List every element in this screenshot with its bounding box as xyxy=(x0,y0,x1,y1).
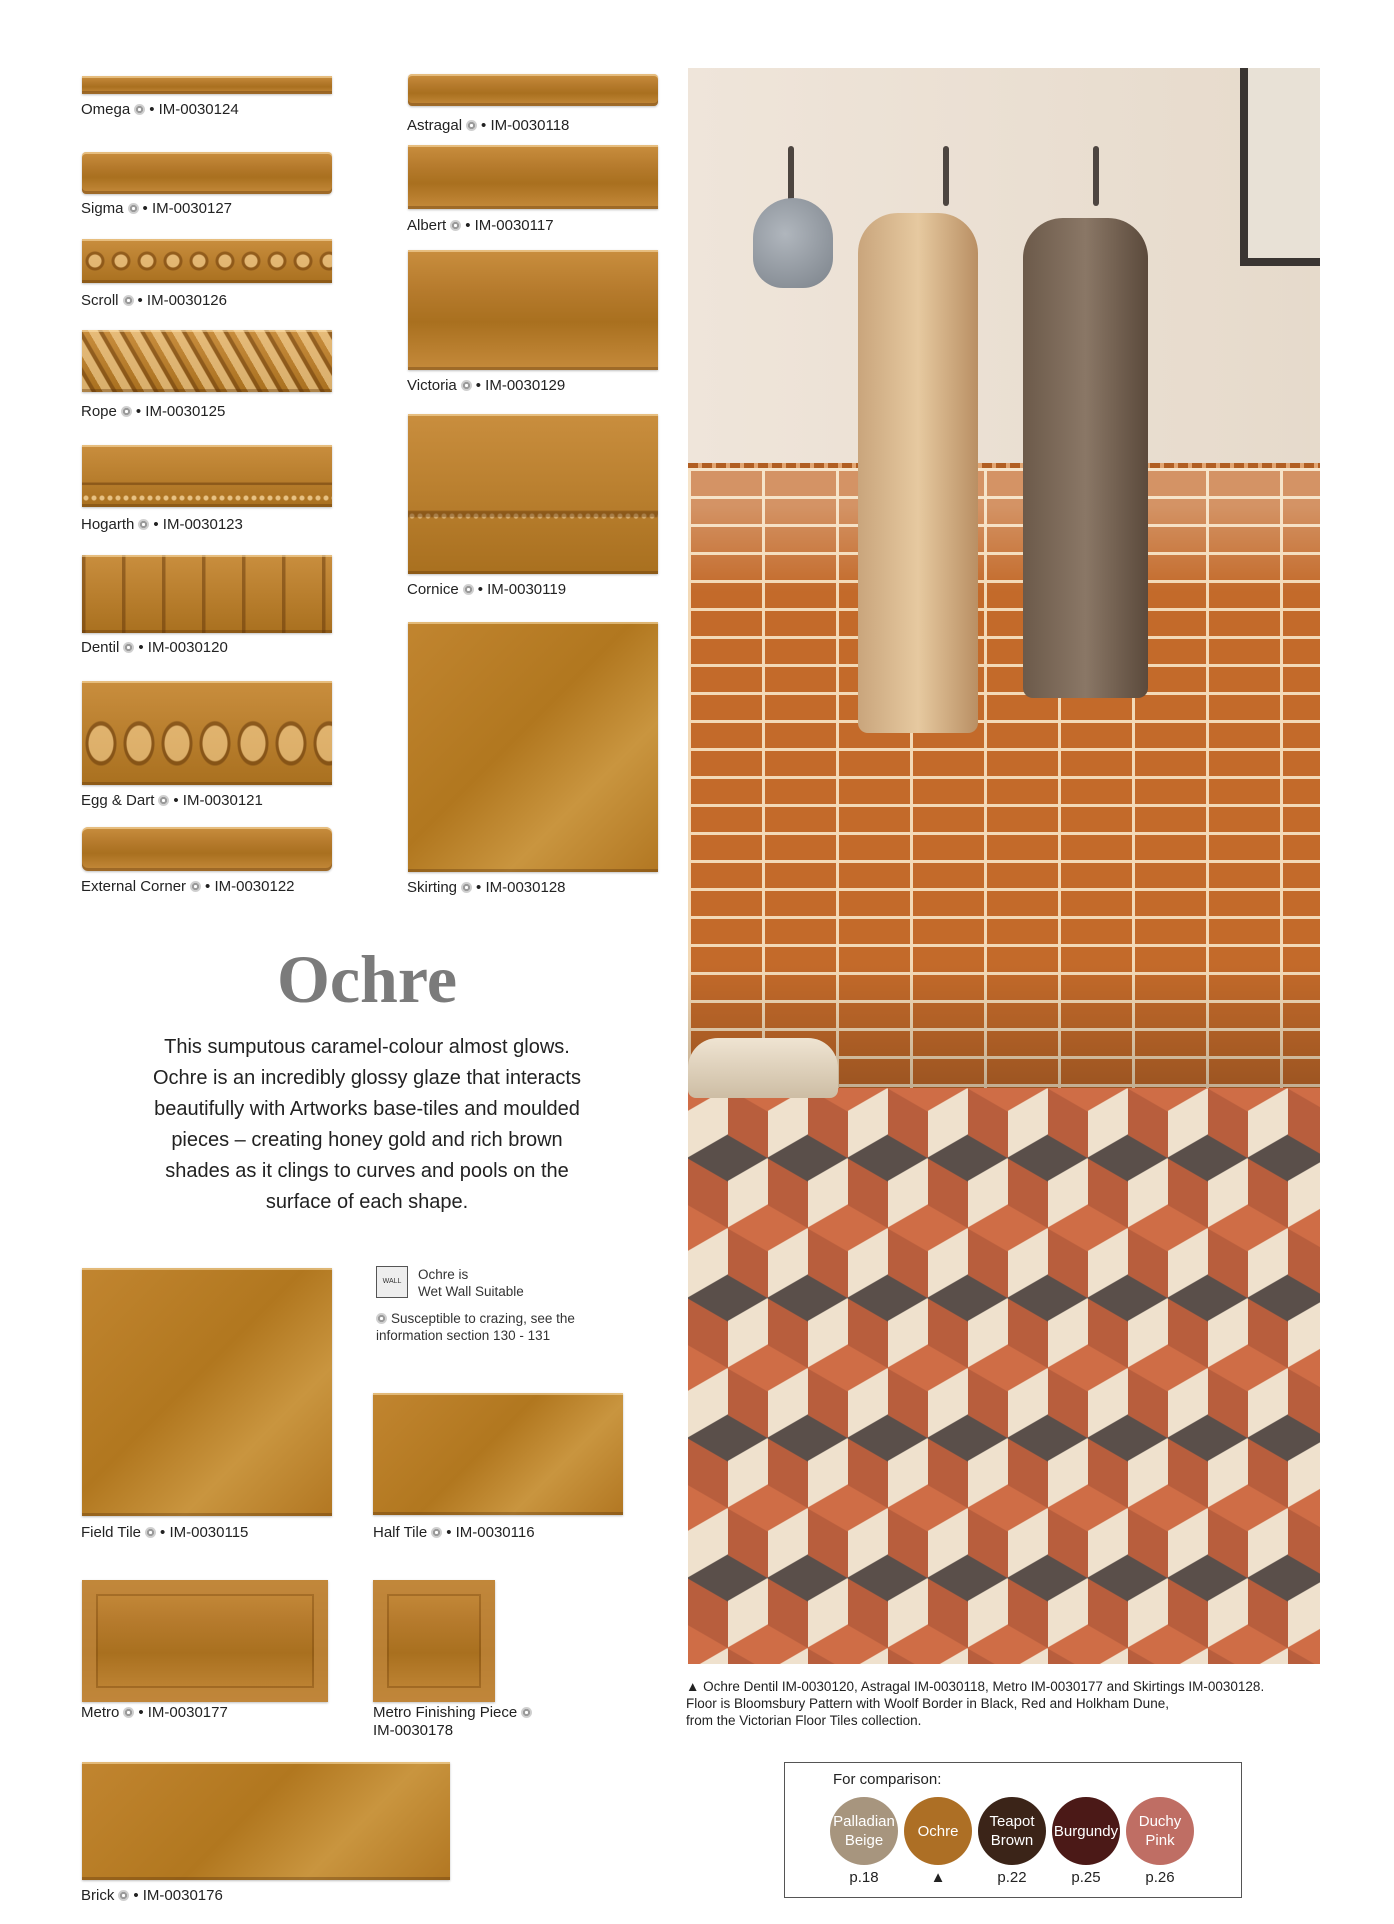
swatch-ochre xyxy=(904,1797,972,1865)
coat-hook xyxy=(1093,146,1099,206)
photo-caption xyxy=(686,1678,1326,1729)
crazing-icon xyxy=(158,795,169,806)
swatch-name-line-1: Duchy xyxy=(1138,1813,1182,1830)
framed-picture xyxy=(1240,68,1320,266)
hogarth-label xyxy=(81,516,243,534)
product-code: • IM-0030123 xyxy=(153,516,243,533)
hogarth-tile-image xyxy=(82,445,332,507)
crazing-icon xyxy=(123,295,134,306)
caption-line-1: Ochre Dentil IM-0030120, Astragal IM-0030118, Metro IM-0030177 and Skirtings IM-0030128. xyxy=(703,1679,1265,1694)
cornice-label xyxy=(407,581,566,599)
product-name: Astragal xyxy=(407,117,463,134)
omega-tile-image xyxy=(82,76,332,94)
scroll-label xyxy=(81,292,227,310)
sigma-label xyxy=(81,200,232,218)
product-name: Cornice xyxy=(407,581,459,598)
product-name: Sigma xyxy=(81,200,124,217)
swatch-name-line-2: Brown xyxy=(990,1832,1034,1849)
product-code: • IM-0030125 xyxy=(135,403,226,420)
coat-hook xyxy=(943,146,949,206)
sigma-tile-image xyxy=(82,152,332,194)
astragal-tile-image xyxy=(408,74,658,106)
product-code: • IM-0030127 xyxy=(142,200,233,217)
product-name: Brick xyxy=(81,1887,115,1904)
product-name: External Corner xyxy=(81,878,187,895)
crazing-icon xyxy=(450,220,461,231)
product-code: IM-0030178 xyxy=(373,1722,454,1739)
swatch-page-ref: p.26 xyxy=(1145,1869,1175,1886)
product-name: Hogarth xyxy=(81,516,135,533)
product-name: Omega xyxy=(81,101,131,118)
flat-cap xyxy=(753,198,833,288)
comparison-heading: For comparison: xyxy=(833,1771,942,1788)
swatch-page-ref: p.18 xyxy=(849,1869,879,1886)
swatch-name-line-1: Teapot xyxy=(989,1813,1035,1830)
egg-dart-label xyxy=(81,792,263,810)
product-code: • IM-0030120 xyxy=(138,639,228,656)
swatch-teapot-brown xyxy=(978,1797,1046,1865)
swatch-page-ref: p.22 xyxy=(997,1869,1027,1886)
metro-label xyxy=(81,1704,228,1722)
product-code: • IM-0030128 xyxy=(476,879,566,896)
swatch-name-line-2: Pink xyxy=(1145,1832,1175,1849)
trench-coat xyxy=(858,213,978,733)
field-tile-image xyxy=(82,1268,332,1516)
astragal-label xyxy=(407,117,569,135)
crazing-icon xyxy=(521,1707,532,1718)
product-name: Scroll xyxy=(81,292,119,309)
crazing-icon xyxy=(121,406,132,417)
swatch-current-marker: ▲ xyxy=(930,1869,946,1886)
swatch-burgundy xyxy=(1052,1797,1120,1865)
product-code: • IM-0030121 xyxy=(173,792,263,809)
crazing-icon xyxy=(463,584,474,595)
swatch-palladian-beige xyxy=(830,1797,898,1865)
omega-label xyxy=(81,101,239,119)
coat-hook xyxy=(788,146,794,206)
tweed-jacket xyxy=(1023,218,1148,698)
swatch-duchy-pink xyxy=(1126,1797,1194,1865)
egg-dart-tile-image xyxy=(82,681,332,785)
crazing-icon xyxy=(466,120,477,131)
crazing-icon xyxy=(190,881,201,892)
metro-finishing-tile-image xyxy=(373,1580,495,1702)
room-photo xyxy=(688,68,1320,1664)
crazing-icon xyxy=(138,519,149,530)
product-code: • IM-0030126 xyxy=(137,292,227,309)
swatch-name-line-2: Beige xyxy=(844,1832,884,1849)
cornice-tile-image xyxy=(408,414,658,574)
swatch-name-line-1: Ochre xyxy=(917,1822,959,1840)
brick-tile-image xyxy=(82,1762,450,1880)
skirting-label xyxy=(407,879,566,897)
half-tile-image xyxy=(373,1393,623,1515)
colour-description: This sumputous caramel-colour almost glows. Ochre is an incredibly glossy glaze that interacts beautifully with Artworks base-tiles and moulded pieces – creating honey gold and rich brown shades as it clings to curves and pools on the surface of each shape. xyxy=(153,1036,581,1213)
metro-tile-image xyxy=(82,1580,328,1702)
albert-tile-image xyxy=(408,145,658,209)
brick-wall xyxy=(688,468,1320,1088)
product-code: • IM-0030177 xyxy=(138,1704,228,1721)
victoria-tile-image xyxy=(408,250,658,370)
crazing-line-1: Susceptible to crazing, see the xyxy=(391,1311,575,1326)
rope-label xyxy=(81,403,225,421)
patterned-floor xyxy=(688,1088,1320,1664)
caption-line-3: from the Victorian Floor Tiles collection. xyxy=(686,1713,922,1728)
dentil-label xyxy=(81,639,228,657)
crazing-icon xyxy=(431,1527,442,1538)
product-name: Half Tile xyxy=(373,1524,428,1541)
page-title: Ochre xyxy=(276,941,458,1017)
swatch-page-ref: p.25 xyxy=(1071,1869,1101,1886)
crazing-icon xyxy=(123,642,134,653)
crazing-icon xyxy=(123,1707,134,1718)
wall-icon-text: WALL xyxy=(382,1278,402,1285)
crazing-icon xyxy=(118,1890,129,1901)
product-name: Field Tile xyxy=(81,1524,142,1541)
victoria-label xyxy=(407,377,565,395)
scroll-tile-image xyxy=(82,239,332,283)
shoes xyxy=(688,1038,838,1098)
external-corner-tile-image xyxy=(82,827,332,871)
crazing-icon xyxy=(461,380,472,391)
caption-marker: ▲ xyxy=(686,1679,700,1694)
product-code: • IM-0030129 xyxy=(475,377,566,394)
crazing-icon xyxy=(128,203,139,214)
product-name: Egg & Dart xyxy=(81,792,155,809)
brick-label xyxy=(81,1887,223,1905)
product-code: • IM-0030122 xyxy=(205,878,295,895)
product-code: • IM-0030176 xyxy=(133,1887,223,1904)
crazing-icon xyxy=(461,882,472,893)
external-corner-label xyxy=(81,878,295,896)
product-name: Victoria xyxy=(407,377,457,394)
field-tile-label xyxy=(81,1524,248,1542)
dentil-tile-image xyxy=(82,555,332,633)
swatch-name-line-1: Palladian xyxy=(833,1813,895,1830)
wall-suitable-icon xyxy=(376,1266,408,1298)
rope-tile-image xyxy=(82,330,332,392)
crazing-icon xyxy=(145,1527,156,1538)
caption-line-2: Floor is Bloomsbury Pattern with Woolf Border in Black, Red and Holkham Dune, xyxy=(686,1696,1169,1711)
product-name: Dentil xyxy=(81,639,120,656)
comparison-box xyxy=(784,1762,1242,1898)
product-code: • IM-0030116 xyxy=(446,1524,535,1541)
product-code: • IM-0030124 xyxy=(149,101,239,118)
wet-wall-line-2: Wet Wall Suitable xyxy=(418,1284,524,1299)
metro-finishing-label xyxy=(373,1704,536,1740)
half-tile-label xyxy=(373,1524,535,1542)
crazing-note xyxy=(376,1310,575,1344)
crazing-icon xyxy=(134,104,145,115)
wet-wall-line-1: Ochre is xyxy=(418,1267,469,1282)
albert-label xyxy=(407,217,554,235)
product-name: Rope xyxy=(81,403,117,420)
product-name: Skirting xyxy=(407,879,458,896)
product-name: Albert xyxy=(407,217,447,234)
product-code: • IM-0030117 xyxy=(465,217,554,234)
swatch-name-line-1: Burgundy xyxy=(1053,1822,1119,1840)
product-name: Metro xyxy=(81,1704,120,1721)
product-code: • IM-0030119 xyxy=(477,581,567,598)
wet-wall-note xyxy=(418,1266,524,1300)
product-name: Metro Finishing Piece xyxy=(373,1704,518,1721)
skirting-tile-image xyxy=(408,622,658,872)
crazing-icon xyxy=(376,1313,387,1324)
product-code: • IM-0030118 xyxy=(481,117,570,134)
crazing-line-2: information section 130 - 131 xyxy=(376,1328,551,1343)
product-code: • IM-0030115 xyxy=(160,1524,249,1541)
